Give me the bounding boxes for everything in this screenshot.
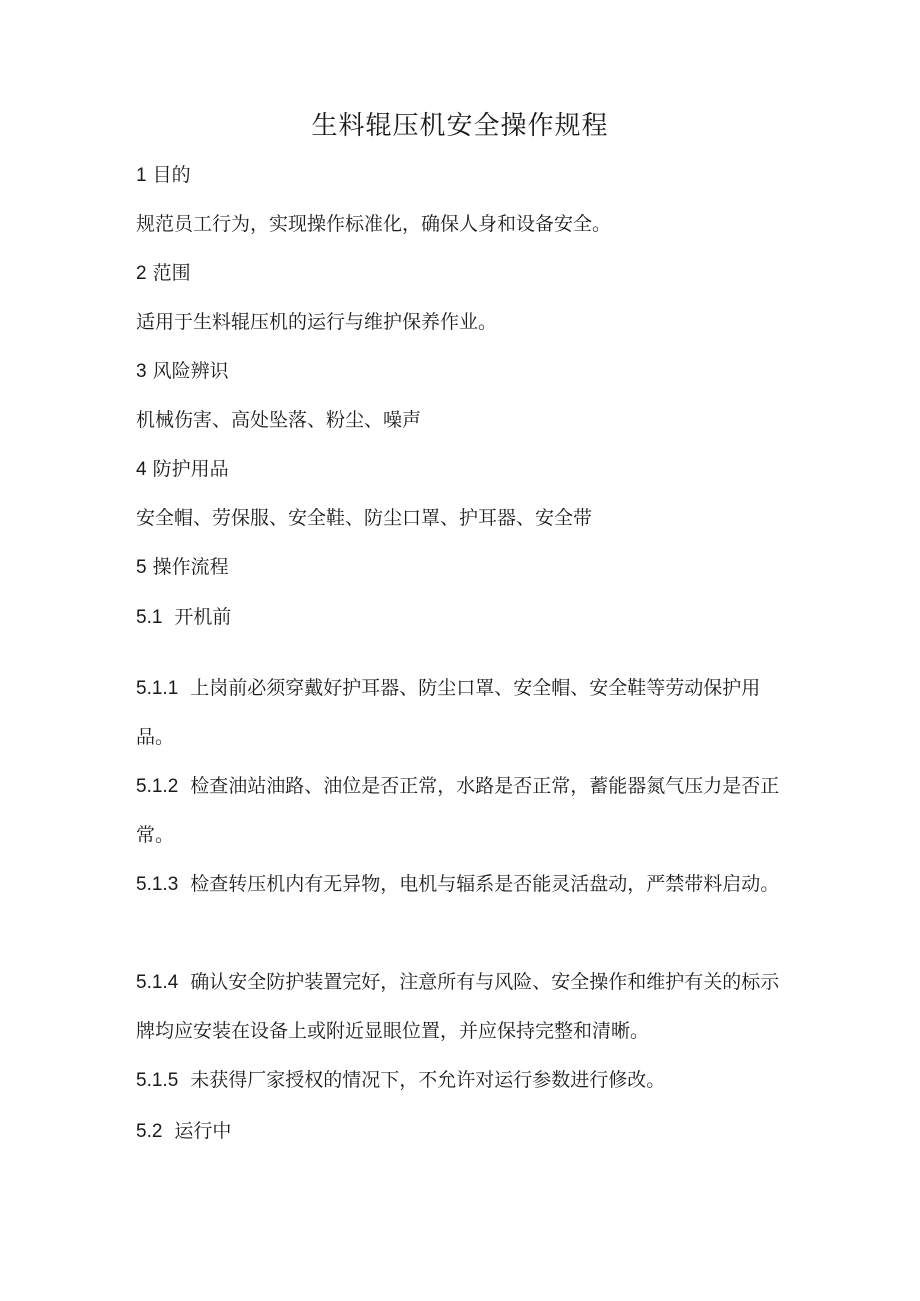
section-heading-procedure bbox=[136, 552, 229, 583]
subsection-heading-text: 开机前 bbox=[174, 606, 232, 628]
procedure-item-5-1-4 bbox=[136, 958, 786, 1055]
section-heading-text: 防护用品 bbox=[152, 458, 229, 480]
section-heading-text: 操作流程 bbox=[152, 556, 229, 578]
section-body-scope: 适用于生料辊压机的运行与维护保养作业。 bbox=[136, 311, 498, 333]
item-number: 5.1.2 bbox=[136, 776, 179, 797]
procedure-item-5-1-1 bbox=[136, 664, 786, 761]
section-number: 1 bbox=[136, 165, 147, 186]
item-text: 确认安全防护装置完好，注意所有与风险、安全操作和维护有关的标示牌均应安装在设备上或附近显眼位置，并应保持完整和清晰。 bbox=[136, 971, 780, 1042]
section-heading-text: 风险辨识 bbox=[152, 360, 229, 382]
subsection-number: 5.2 bbox=[136, 1121, 163, 1142]
subsection-number: 5.1 bbox=[136, 607, 163, 628]
item-number: 5.1.4 bbox=[136, 972, 179, 993]
document-title: 生料辊压机安全操作规程 bbox=[311, 111, 609, 141]
section-body-purpose: 规范员工行为，实现操作标准化，确保人身和设备安全。 bbox=[136, 213, 612, 235]
section-heading-text: 范围 bbox=[152, 262, 191, 284]
subsection-heading-running bbox=[136, 1116, 231, 1147]
item-text: 检查转压机内有无异物，电机与辐系是否能灵活盘动，严禁带料启动。 bbox=[190, 873, 780, 895]
section-heading-text: 目的 bbox=[152, 164, 191, 186]
item-text: 检查油站油路、油位是否正常，水路是否正常，蓄能器氮气压力是否正常。 bbox=[136, 775, 780, 846]
section-body-protection: 安全帽、劳保服、安全鞋、防尘口罩、护耳器、安全带 bbox=[136, 507, 593, 529]
item-number: 5.1.5 bbox=[136, 1070, 179, 1091]
section-heading-scope bbox=[136, 258, 191, 289]
item-number: 5.1.1 bbox=[136, 678, 179, 699]
procedure-item-5-1-5 bbox=[136, 1056, 786, 1105]
section-number: 2 bbox=[136, 263, 147, 284]
item-text: 上岗前必须穿戴好护耳器、防尘口罩、安全帽、安全鞋等劳动保护用品。 bbox=[136, 677, 761, 748]
item-number: 5.1.3 bbox=[136, 874, 179, 895]
section-number: 5 bbox=[136, 557, 147, 578]
subsection-heading-text: 运行中 bbox=[174, 1120, 232, 1142]
section-heading-protection bbox=[136, 454, 229, 485]
procedure-item-5-1-2 bbox=[136, 762, 786, 859]
section-number: 3 bbox=[136, 361, 147, 382]
section-heading-purpose bbox=[136, 160, 191, 191]
section-heading-risk bbox=[136, 356, 229, 387]
procedure-item-5-1-3 bbox=[136, 860, 786, 909]
section-body-risk: 机械伤害、高处坠落、粉尘、噪声 bbox=[136, 409, 422, 431]
subsection-heading-before-start bbox=[136, 602, 231, 633]
item-text: 未获得厂家授权的情况下，不允许对运行参数进行修改。 bbox=[190, 1069, 666, 1091]
section-number: 4 bbox=[136, 459, 147, 480]
